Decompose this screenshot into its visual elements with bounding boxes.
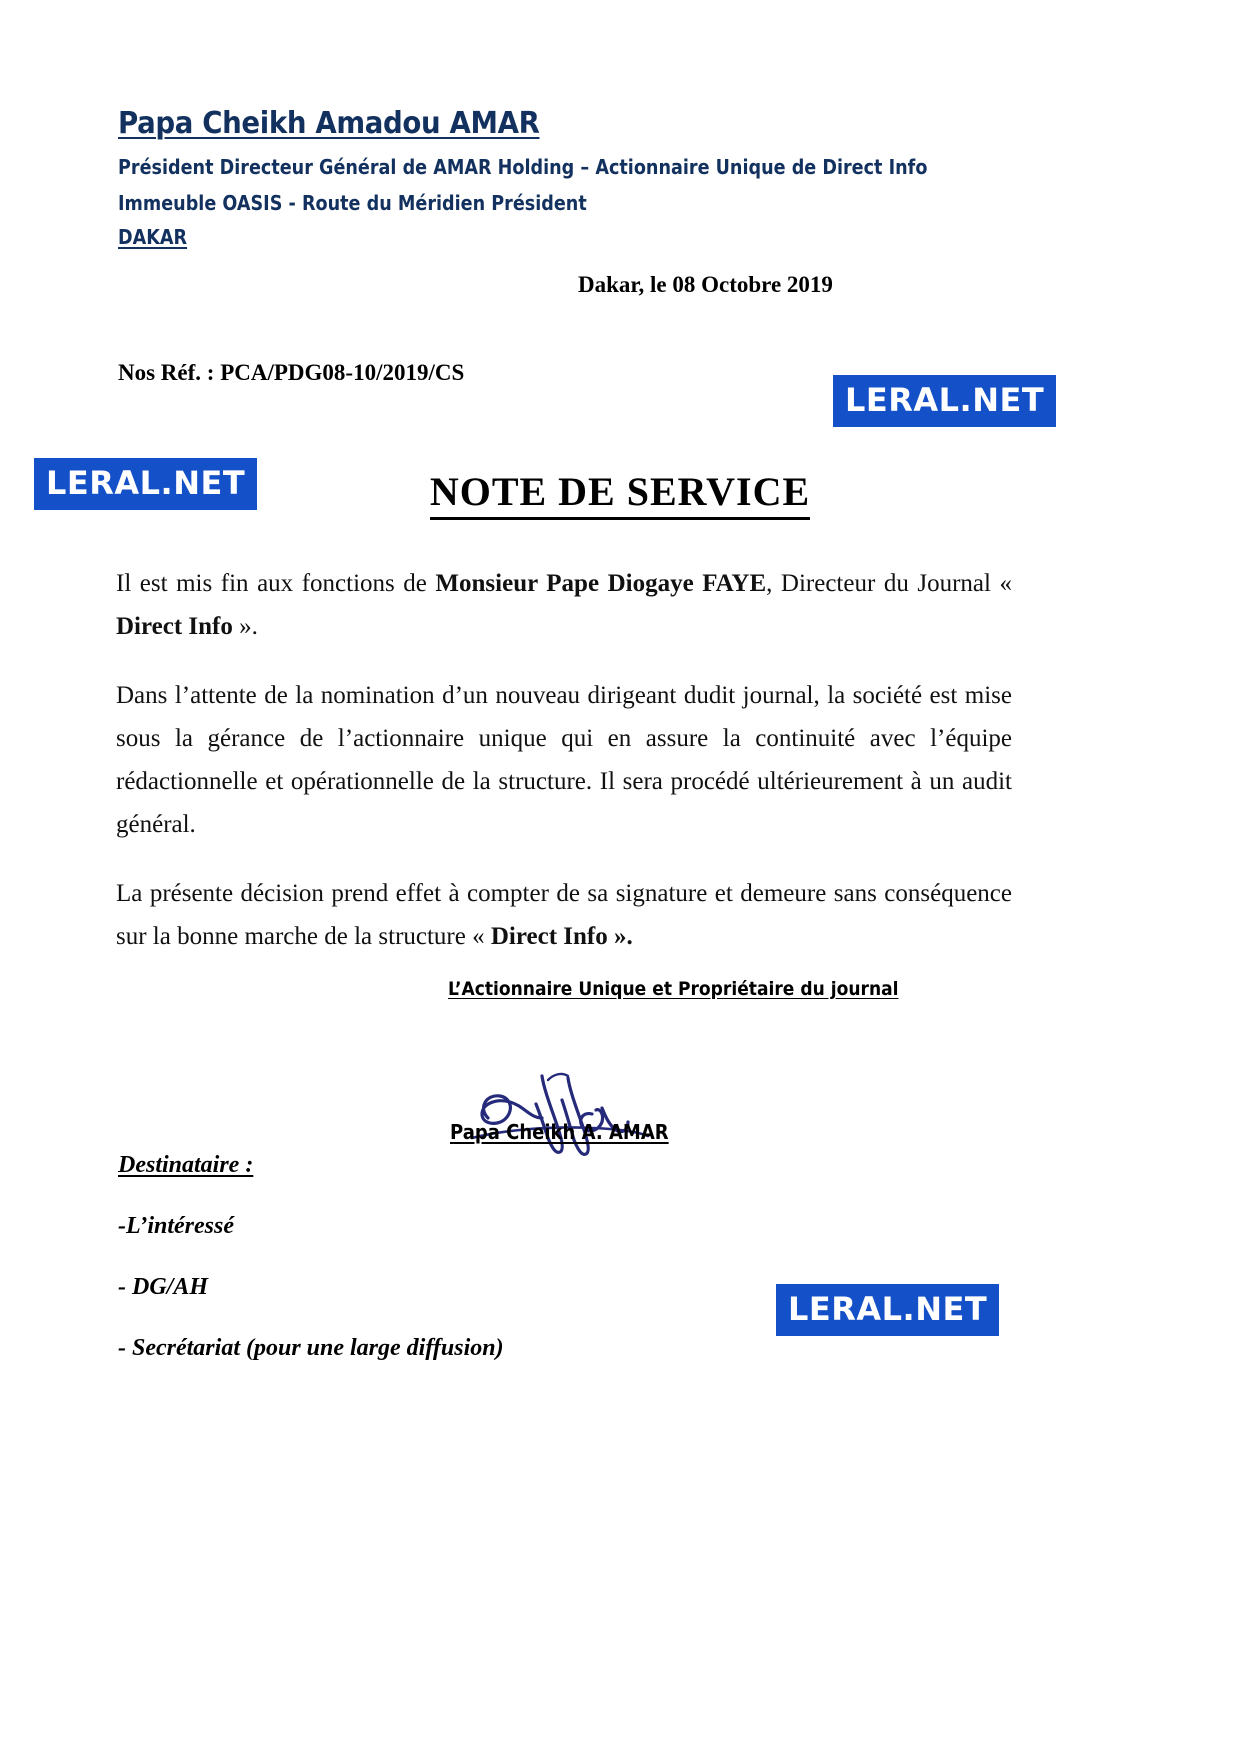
recipients-heading: Destinataire : [118,1152,254,1178]
paragraph-3 [116,872,1012,958]
signature-name: Papa Cheikh A. AMAR [450,1120,669,1144]
leral-watermark-left: LERAL.NET [34,458,257,510]
p3-segment-c: ». [607,923,633,950]
p1-segment-c: , Directeur du Journal « [766,570,1012,597]
letterhead-address: Immeuble OASIS - Route du Méridien Président [118,191,587,215]
recipients-block [118,1152,818,1396]
leral-watermark-top-right: LERAL.NET [833,375,1056,427]
signature-title: L’Actionnaire Unique et Propriétaire du journal [448,978,899,1000]
page-title [0,468,1240,515]
paragraph-1 [116,562,1012,648]
date-line: Dakar, le 08 Octobre 2019 [578,272,833,297]
letterhead [118,106,1018,249]
paragraph-2: Dans l’attente de la nomination d’un nouveau dirigeant dudit journal, la société est mise sous la gérance de l’actionnaire unique qui en assure la continuité avec l’équipe rédactionnelle et opérationnelle de la structure. Il sera procédé ultérieurement à un audit général. [116,682,1012,838]
recipient-item-1: -L’intéressé [118,1213,234,1239]
p3-journal-name: Direct Info [490,923,608,950]
reference-line: Nos Réf. : PCA/PDG08-10/2019/CS [118,360,465,385]
letter-body [116,562,1012,984]
p1-person-name: Monsieur Pape Diogaye FAYE [435,570,767,597]
p1-segment-e: ». [232,613,258,640]
recipient-item-3: - Secrétariat (pour une large diffusion) [118,1335,504,1361]
page-title-text: NOTE DE SERVICE [430,469,810,520]
p1-segment-a: Il est mis fin aux fonctions de [116,570,436,597]
letterhead-city: DAKAR [118,225,188,249]
p1-journal-name: Direct Info [116,613,233,640]
leral-watermark-bottom-right: LERAL.NET [776,1284,999,1336]
handwritten-signature [452,1056,698,1160]
letterhead-name: Papa Cheikh Amadou AMAR [118,106,540,141]
recipient-item-2: - DG/AH [118,1274,208,1300]
p3-segment-a: La présente décision prend effet à compter de sa signature et demeure sans conséquence sur la bonne marche de la structure « [116,880,1012,950]
letterhead-title: Président Directeur Général de AMAR Holding – Actionnaire Unique de Direct Info [118,155,928,179]
